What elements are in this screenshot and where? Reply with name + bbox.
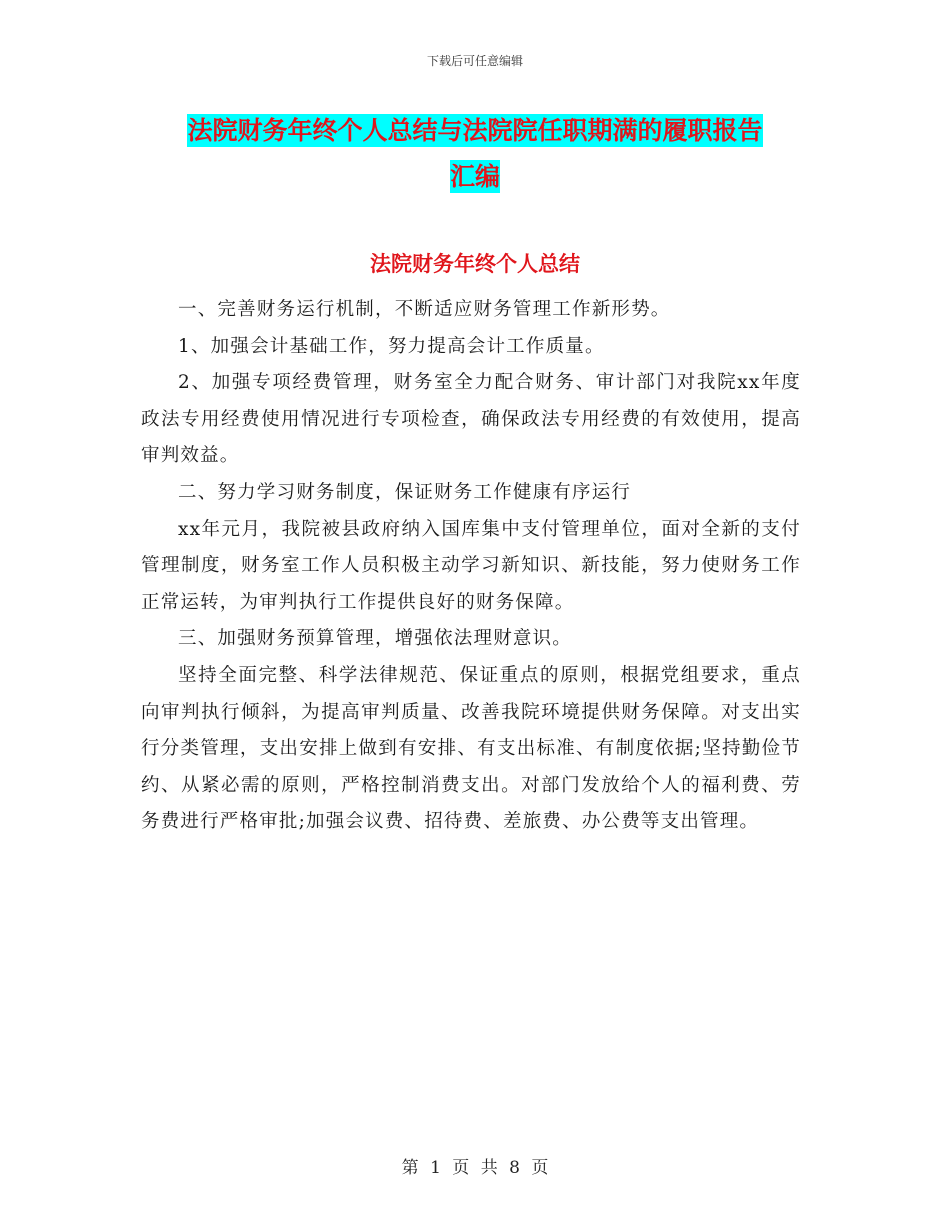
- paragraph-7: 坚持全面完整、科学法律规范、保证重点的原则，根据党组要求，重点向审判执行倾斜，为提高审判质量、改善我院环境提供财务保障。对支出实行分类管理，支出安排上做到有安排、有支出标准、有制度依据;坚持勤俭节约、从紧必需的原则，严格控制消费支出。对部门发放给个人的福利费、劳务费进行严格审批;加强会议费、招待费、差旅费、办公费等支出管理。: [141, 664, 801, 833]
- paragraph-4: 二、努力学习财务制度，保证财务工作健康有序运行: [178, 481, 632, 503]
- document-title-line-1: 法院财务年终个人总结与法院院任职期满的履职报告: [187, 116, 763, 145]
- paragraph-1: 一、完善财务运行机制，不断适应财务管理工作新形势。: [178, 299, 671, 320]
- section-title: 法院财务年终个人总结: [370, 252, 580, 276]
- page-number: 第 1 页 共 8 页: [401, 1158, 549, 1178]
- document-title: [140, 108, 810, 200]
- paragraph-3: 2、加强专项经费管理，财务室全力配合财务、审计部门对我院xx年度政法专用经费使用情况进行专项检查，确保政法专用经费的有效使用，提高审判效益。: [141, 372, 801, 467]
- body-text: [141, 292, 801, 841]
- header-note: 下载后可任意编辑: [426, 54, 523, 68]
- paragraph-6: 三、加强财务预算管理，增强依法理财意识。: [178, 628, 573, 650]
- paragraph-5: xx年元月，我院被县政府纳入国库集中支付管理单位，面对全新的支付管理制度，财务室工作人员积极主动学习新知识、新技能，努力使财务工作正常运转，为审判执行工作提供良好的财务保障。: [141, 518, 801, 613]
- paragraph-2: 1、加强会计基础工作，努力提高会计工作质量。: [178, 335, 605, 357]
- document-title-line-2: 汇编: [449, 162, 500, 191]
